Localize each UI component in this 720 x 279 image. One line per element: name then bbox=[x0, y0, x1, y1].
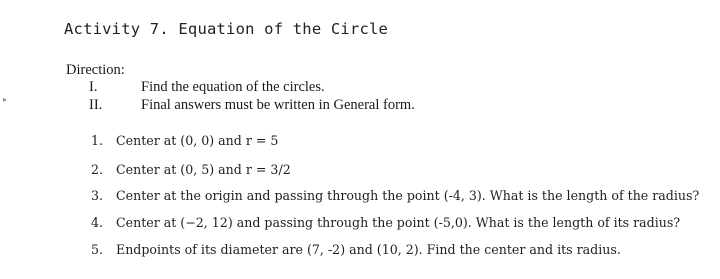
question-number: 5. bbox=[91, 242, 104, 257]
direction-label: Direction: bbox=[66, 62, 125, 78]
direction-text: Final answers must be written in General form. bbox=[141, 97, 415, 113]
question-number: 2. bbox=[91, 162, 104, 177]
question-text: Endpoints of its diameter are (7, -2) and (10, 2). Find the center and its radius. bbox=[116, 242, 621, 257]
expand-arrow-icon[interactable]: ▸ bbox=[3, 95, 8, 104]
direction-numeral: II. bbox=[89, 97, 103, 113]
direction-numeral: I. bbox=[89, 79, 98, 95]
question-text: Center at (0, 0) and r = 5 bbox=[116, 133, 279, 148]
direction-text: Find the equation of the circles. bbox=[141, 79, 325, 95]
activity-title: Activity 7. Equation of the Circle bbox=[64, 20, 389, 38]
question-text: Center at the origin and passing through the point (-4, 3). What is the length of the radius? bbox=[116, 188, 700, 203]
question-number: 1. bbox=[91, 133, 104, 148]
question-number: 3. bbox=[91, 188, 104, 203]
question-text: Center at (−2, 12) and passing through the point (-5,0). What is the length of its radius? bbox=[116, 215, 681, 230]
question-number: 4. bbox=[91, 215, 104, 230]
question-text: Center at (0, 5) and r = 3/2 bbox=[116, 162, 291, 177]
